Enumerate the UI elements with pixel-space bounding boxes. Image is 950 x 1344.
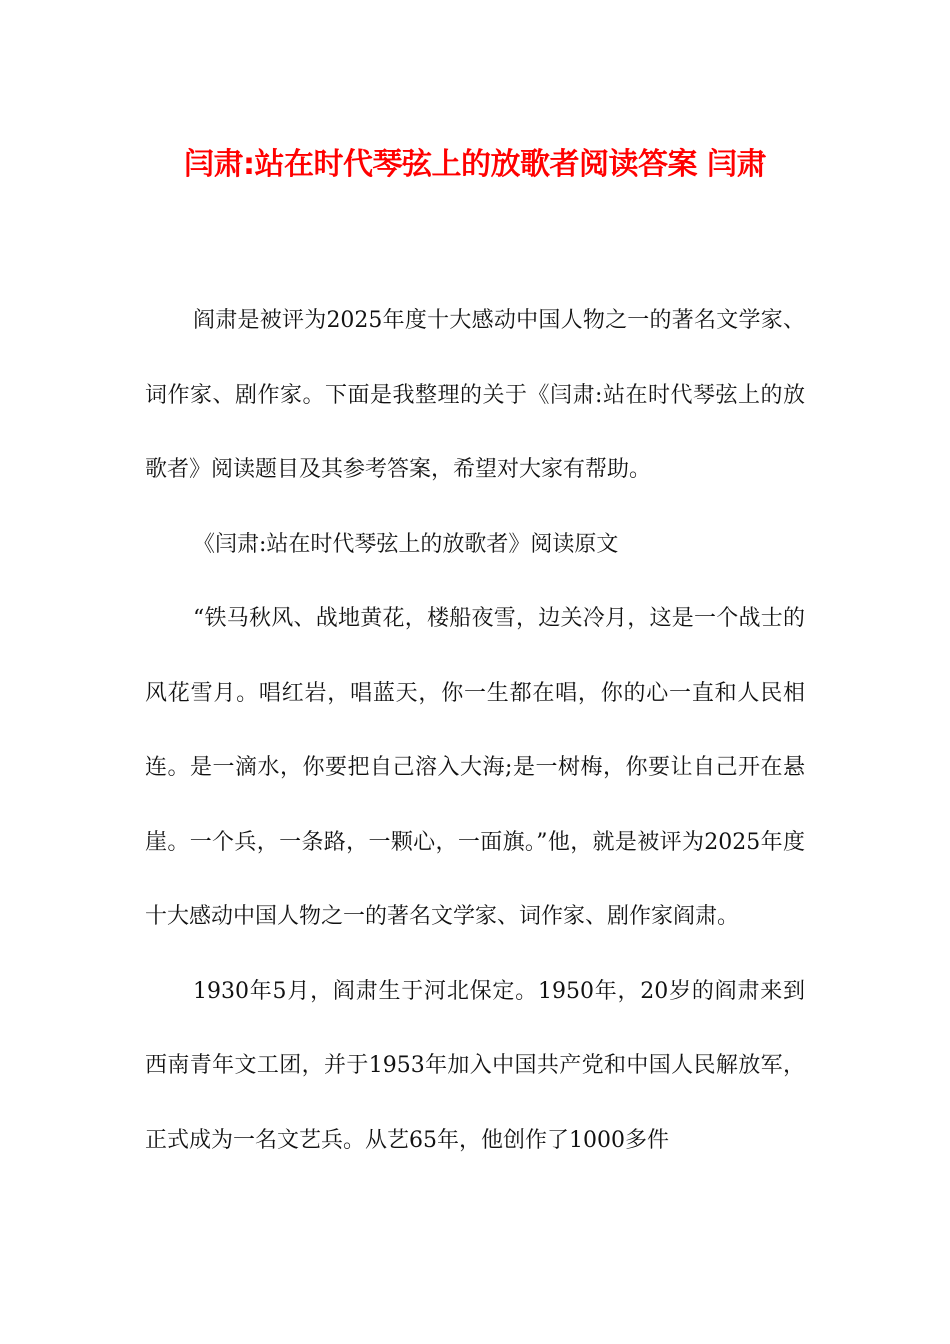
paragraph-intro: 阎肃是被评为2025年度十大感动中国人物之一的著名文学家、词作家、剧作家。下面是我整理的关于《闫肃:站在时代琴弦上的放歌者》阅读题目及其参考答案，希望对大家有帮助。: [145, 308, 805, 482]
paragraph-quote: “铁马秋风、战地黄花，楼船夜雪，边关冷月，这是一个战士的风花雪月。唱红岩，唱蓝天，你一生都在唱，你的心一直和人民相连。是一滴水，你要把自己溶入大海;是一树梅，你要让自己开在悬崖。一个兵，一条路，一颗心，一面旗。”他，就是被评为2025年度十大感动中国人物之一的著名文学家、词作家、剧作家阎肃。: [145, 606, 805, 929]
document-title: 闫肃:站在时代琴弦上的放歌者阅读答案 闫肃: [184, 147, 766, 182]
document-body: [145, 284, 805, 1178]
paragraph-section-heading: 《闫肃:站在时代琴弦上的放歌者》阅读原文: [193, 531, 619, 557]
paragraph-biography: 1930年5月，阎肃生于河北保定。1950年，20岁的阎肃来到西南青年文工团，并于1953年加入中国共产党和中国人民解放军，正式成为一名文艺兵。从艺65年，他创作了1000多件: [145, 978, 805, 1153]
